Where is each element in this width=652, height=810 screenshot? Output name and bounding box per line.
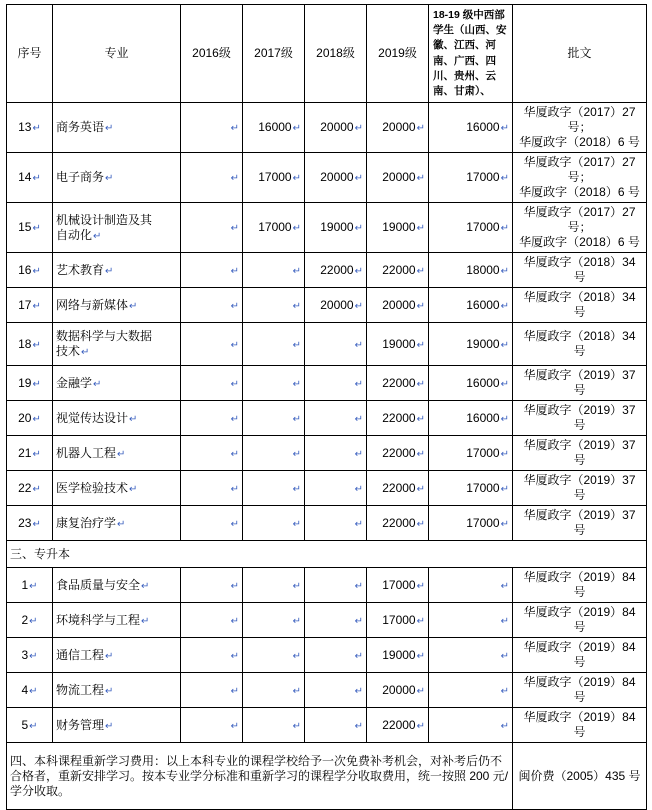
paragraph-mark: ↵ (32, 300, 41, 312)
row-fee-y2017 (243, 401, 305, 436)
paragraph-mark: ↵ (117, 518, 126, 530)
paragraph-mark: ↵ (354, 413, 363, 425)
row-fee-y2019: 22000↵ (367, 506, 429, 541)
upgrade-row-fee-y2016 (181, 673, 243, 708)
paragraph-mark: ↵ (32, 223, 41, 235)
upgrade-row-major: 物流工程↵ (53, 673, 181, 708)
row-fee-y2017: 17000↵ (243, 153, 305, 203)
upgrade-row-document (513, 673, 647, 708)
row-document-line: 华厦政字（2019）37 号 (523, 368, 636, 398)
paragraph-mark: ↵ (129, 300, 138, 312)
header-document: 批文 (513, 5, 647, 103)
paragraph-mark: ↵ (230, 615, 239, 627)
paragraph-mark: ↵ (354, 615, 363, 627)
row-fee-y1819: 17000↵ (429, 203, 513, 253)
upgrade-row-fee-y2016 (181, 568, 243, 603)
row-major-line: 机械设计制造及其 (56, 212, 153, 227)
paragraph-mark: ↵ (292, 413, 301, 425)
paragraph-mark: ↵ (500, 615, 509, 627)
footer-row (7, 743, 647, 810)
paragraph-mark: ↵ (230, 720, 239, 732)
row-fee-y2016 (181, 253, 243, 288)
upgrade-row-fee-y2019: 17000↵ (367, 568, 429, 603)
row-major: 医学检验技术↵ (53, 471, 181, 506)
paragraph-mark: ↵ (32, 413, 41, 425)
row-major: 机器人工程↵ (53, 436, 181, 471)
paragraph-mark: ↵ (292, 123, 301, 135)
row-fee-y1819: 16000↵ (429, 366, 513, 401)
paragraph-mark: ↵ (416, 300, 425, 312)
upgrade-row-fee-y2018 (305, 708, 367, 743)
upgrade-row-seq: 3↵ (7, 638, 53, 673)
paragraph-mark: ↵ (292, 265, 301, 277)
upgrade-row-major: 食品质量与安全↵ (53, 568, 181, 603)
paragraph-mark: ↵ (117, 448, 126, 460)
upgrade-row-document (513, 603, 647, 638)
paragraph-mark: ↵ (354, 123, 363, 135)
upgrade-row-document-line: 华厦政字（2019）84 号 (523, 710, 636, 740)
row-major (53, 323, 181, 366)
table-row (7, 673, 647, 708)
paragraph-mark: ↵ (500, 123, 509, 135)
paragraph-mark: ↵ (354, 378, 363, 390)
row-fee-y2019: 20000↵ (367, 153, 429, 203)
header-year-2018: 2018级 (305, 5, 367, 103)
paragraph-mark: ↵ (105, 265, 114, 277)
upgrade-row-major: 环境科学与工程↵ (53, 603, 181, 638)
row-fee-y1819: 17000↵ (429, 153, 513, 203)
upgrade-row-fee-y2018 (305, 673, 367, 708)
paragraph-mark: ↵ (292, 173, 301, 185)
row-fee-y2017 (243, 506, 305, 541)
paragraph-mark: ↵ (81, 347, 90, 359)
row-fee-y2018 (305, 471, 367, 506)
upgrade-row-seq: 5↵ (7, 708, 53, 743)
paragraph-mark: ↵ (500, 518, 509, 530)
row-document (513, 471, 647, 506)
paragraph-mark: ↵ (32, 265, 41, 277)
paragraph-mark: ↵ (129, 413, 138, 425)
row-fee-y2016 (181, 323, 243, 366)
paragraph-mark: ↵ (29, 685, 38, 697)
table-row (7, 603, 647, 638)
paragraph-mark: ↵ (354, 173, 363, 185)
paragraph-mark: ↵ (292, 720, 301, 732)
row-fee-y2018: 20000↵ (305, 288, 367, 323)
upgrade-row-fee-y2016 (181, 603, 243, 638)
row-document (513, 203, 647, 253)
upgrade-row-fee-y2018 (305, 638, 367, 673)
paragraph-mark: ↵ (416, 448, 425, 460)
section-title: 三、专升本 (7, 541, 647, 568)
row-fee-y2017 (243, 471, 305, 506)
upgrade-row-seq: 4↵ (7, 673, 53, 708)
upgrade-row-document (513, 708, 647, 743)
paragraph-mark: ↵ (354, 650, 363, 662)
table-row (7, 471, 647, 506)
paragraph-mark: ↵ (105, 720, 114, 732)
paragraph-mark: ↵ (230, 378, 239, 390)
header-year-2019: 2019级 (367, 5, 429, 103)
upgrade-row-fee-y2018 (305, 568, 367, 603)
row-fee-y2017 (243, 323, 305, 366)
row-fee-y2017 (243, 253, 305, 288)
row-document-line: 华厦政字（2019）37 号 (523, 508, 636, 538)
row-document (513, 401, 647, 436)
row-document (513, 103, 647, 153)
paragraph-mark: ↵ (230, 413, 239, 425)
table-row (7, 506, 647, 541)
paragraph-mark: ↵ (500, 580, 509, 592)
row-fee-y2019: 22000↵ (367, 366, 429, 401)
upgrade-row-document-line: 华厦政字（2019）84 号 (523, 640, 636, 670)
row-fee-y2019: 19000↵ (367, 203, 429, 253)
paragraph-mark: ↵ (416, 173, 425, 185)
row-fee-y1819: 18000↵ (429, 253, 513, 288)
paragraph-mark: ↵ (292, 650, 301, 662)
row-document-line: 华厦政字（2017）27 号； (523, 205, 636, 235)
row-document-line: 华厦政字（2018）6 号 (519, 235, 640, 250)
row-major: 艺术教育↵ (53, 253, 181, 288)
row-document-line: 华厦政字（2018）6 号 (519, 185, 640, 200)
row-fee-y2018: 22000↵ (305, 253, 367, 288)
row-fee-y2019: 22000↵ (367, 401, 429, 436)
row-document-line: 华厦政字（2018）34 号 (523, 255, 636, 285)
row-document-line: 华厦政字（2019）37 号 (523, 473, 636, 503)
table-body (7, 103, 647, 810)
upgrade-row-fee-y2018 (305, 603, 367, 638)
row-document (513, 366, 647, 401)
paragraph-mark: ↵ (416, 483, 425, 495)
upgrade-row-document (513, 638, 647, 673)
upgrade-row-fee-y2019: 22000↵ (367, 708, 429, 743)
paragraph-mark: ↵ (230, 300, 239, 312)
row-document-line: 华厦政字（2018）34 号 (523, 290, 636, 320)
row-seq: 14↵ (7, 153, 53, 203)
upgrade-row-fee-y1819 (429, 638, 513, 673)
row-document-line: 华厦政字（2019）37 号 (523, 403, 636, 433)
paragraph-mark: ↵ (292, 339, 301, 351)
paragraph-mark: ↵ (416, 720, 425, 732)
paragraph-mark: ↵ (354, 483, 363, 495)
paragraph-mark: ↵ (500, 223, 509, 235)
row-fee-y1819: 17000↵ (429, 471, 513, 506)
row-seq: 17↵ (7, 288, 53, 323)
paragraph-mark: ↵ (230, 223, 239, 235)
paragraph-mark: ↵ (105, 173, 114, 185)
row-fee-y2016 (181, 103, 243, 153)
paragraph-mark: ↵ (354, 685, 363, 697)
paragraph-mark: ↵ (416, 123, 425, 135)
row-major: 金融学↵ (53, 366, 181, 401)
table-row (7, 436, 647, 471)
header-central-west-students: 18-19 级中西部学生（山西、安徽、江西、河南、广西、四川、贵州、云南、甘肃）、 (429, 5, 513, 103)
upgrade-row-major: 财务管理↵ (53, 708, 181, 743)
row-document-line: 华厦政字（2018）6 号 (519, 135, 640, 150)
upgrade-row-fee-y2016 (181, 708, 243, 743)
paragraph-mark: ↵ (416, 580, 425, 592)
row-fee-y2018 (305, 506, 367, 541)
paragraph-mark: ↵ (500, 685, 509, 697)
row-fee-y2018: 19000↵ (305, 203, 367, 253)
section-row (7, 541, 647, 568)
row-document (513, 253, 647, 288)
table-row (7, 153, 647, 203)
paragraph-mark: ↵ (292, 518, 301, 530)
upgrade-row-fee-y2019: 20000↵ (367, 673, 429, 708)
row-fee-y1819: 16000↵ (429, 103, 513, 153)
row-document (513, 436, 647, 471)
paragraph-mark: ↵ (354, 339, 363, 351)
table-row (7, 103, 647, 153)
row-major-line: 技术↵ (56, 344, 90, 359)
paragraph-mark: ↵ (230, 123, 239, 135)
paragraph-mark: ↵ (500, 300, 509, 312)
table-row (7, 708, 647, 743)
paragraph-mark: ↵ (129, 483, 138, 495)
row-seq: 13↵ (7, 103, 53, 153)
row-fee-y2016 (181, 506, 243, 541)
upgrade-row-fee-y2017 (243, 638, 305, 673)
paragraph-mark: ↵ (141, 580, 150, 592)
row-document (513, 288, 647, 323)
upgrade-row-fee-y2019: 17000↵ (367, 603, 429, 638)
paragraph-mark: ↵ (292, 223, 301, 235)
row-seq: 23↵ (7, 506, 53, 541)
row-fee-y2016 (181, 471, 243, 506)
row-fee-y2017: 16000↵ (243, 103, 305, 153)
paragraph-mark: ↵ (32, 448, 41, 460)
paragraph-mark: ↵ (230, 339, 239, 351)
row-document (513, 506, 647, 541)
paragraph-mark: ↵ (416, 650, 425, 662)
row-fee-y2018: 20000↵ (305, 153, 367, 203)
table-header (7, 5, 647, 103)
upgrade-row-seq: 1↵ (7, 568, 53, 603)
row-fee-y2016 (181, 153, 243, 203)
paragraph-mark: ↵ (230, 173, 239, 185)
paragraph-mark: ↵ (292, 300, 301, 312)
upgrade-row-fee-y2017 (243, 603, 305, 638)
row-fee-y2018 (305, 366, 367, 401)
paragraph-mark: ↵ (500, 720, 509, 732)
paragraph-mark: ↵ (500, 265, 509, 277)
paragraph-mark: ↵ (230, 483, 239, 495)
row-document (513, 323, 647, 366)
paragraph-mark: ↵ (29, 580, 38, 592)
paragraph-mark: ↵ (29, 720, 38, 732)
row-major: 视觉传达设计↵ (53, 401, 181, 436)
upgrade-row-fee-y1819 (429, 708, 513, 743)
row-seq: 22↵ (7, 471, 53, 506)
row-fee-y2019: 20000↵ (367, 103, 429, 153)
paragraph-mark: ↵ (93, 230, 102, 242)
paragraph-mark: ↵ (416, 265, 425, 277)
header-seq: 序号 (7, 5, 53, 103)
table-row (7, 253, 647, 288)
paragraph-mark: ↵ (230, 448, 239, 460)
upgrade-row-document-line: 华厦政字（2019）84 号 (523, 570, 636, 600)
row-seq: 18↵ (7, 323, 53, 366)
row-major: 电子商务↵ (53, 153, 181, 203)
row-fee-y2016 (181, 401, 243, 436)
row-fee-y2017 (243, 366, 305, 401)
paragraph-mark: ↵ (500, 173, 509, 185)
header-major: 专业 (53, 5, 181, 103)
paragraph-mark: ↵ (230, 650, 239, 662)
paragraph-mark: ↵ (105, 685, 114, 697)
table-row (7, 203, 647, 253)
row-fee-y2016 (181, 436, 243, 471)
paragraph-mark: ↵ (416, 223, 425, 235)
paragraph-mark: ↵ (354, 580, 363, 592)
header-row (7, 5, 647, 103)
row-document-line: 华厦政字（2018）34 号 (523, 329, 636, 359)
paragraph-mark: ↵ (354, 265, 363, 277)
paragraph-mark: ↵ (354, 518, 363, 530)
row-document-line: 华厦政字（2019）37 号 (523, 438, 636, 468)
upgrade-row-document-line: 华厦政字（2019）84 号 (523, 675, 636, 705)
row-fee-y1819: 19000↵ (429, 323, 513, 366)
paragraph-mark: ↵ (93, 378, 102, 390)
table-row (7, 323, 647, 366)
paragraph-mark: ↵ (230, 265, 239, 277)
header-year-2017: 2017级 (243, 5, 305, 103)
paragraph-mark: ↵ (416, 413, 425, 425)
tuition-fee-table (6, 4, 647, 810)
row-major-line: 数据科学与大数据 (56, 329, 153, 344)
paragraph-mark: ↵ (32, 339, 41, 351)
paragraph-mark: ↵ (354, 300, 363, 312)
relearn-fee-note: 四、本科课程重新学习费用：以上本科专业的课程学校给予一次免费补考机会，对补考后仍不合格者，重新安排学习。按本专业学分标准和重新学习的课程学分收取费用，统一按照 200 元/学分收取。 (7, 743, 513, 810)
table-row (7, 366, 647, 401)
paragraph-mark: ↵ (230, 685, 239, 697)
paragraph-mark: ↵ (292, 448, 301, 460)
paragraph-mark: ↵ (292, 483, 301, 495)
paragraph-mark: ↵ (416, 378, 425, 390)
row-seq: 15↵ (7, 203, 53, 253)
row-fee-y2018 (305, 436, 367, 471)
upgrade-row-fee-y2017 (243, 568, 305, 603)
upgrade-row-fee-y1819 (429, 603, 513, 638)
paragraph-mark: ↵ (292, 580, 301, 592)
row-fee-y2019: 22000↵ (367, 436, 429, 471)
row-document-line: 华厦政字（2017）27 号； (523, 105, 636, 135)
row-major: 康复治疗学↵ (53, 506, 181, 541)
upgrade-row-major: 通信工程↵ (53, 638, 181, 673)
paragraph-mark: ↵ (416, 615, 425, 627)
row-fee-y2017: 17000↵ (243, 203, 305, 253)
paragraph-mark: ↵ (500, 413, 509, 425)
upgrade-row-fee-y2017 (243, 673, 305, 708)
paragraph-mark: ↵ (500, 483, 509, 495)
row-fee-y1819: 17000↵ (429, 506, 513, 541)
paragraph-mark: ↵ (354, 448, 363, 460)
paragraph-mark: ↵ (292, 378, 301, 390)
row-fee-y2018 (305, 401, 367, 436)
row-seq: 20↵ (7, 401, 53, 436)
row-fee-y1819: 16000↵ (429, 401, 513, 436)
paragraph-mark: ↵ (500, 378, 509, 390)
row-fee-y2016 (181, 366, 243, 401)
relearn-fee-document: 闽价费（2005）435 号 (513, 743, 647, 810)
row-fee-y2019: 22000↵ (367, 471, 429, 506)
row-document (513, 153, 647, 203)
table-row (7, 288, 647, 323)
row-seq: 16↵ (7, 253, 53, 288)
row-seq: 19↵ (7, 366, 53, 401)
paragraph-mark: ↵ (29, 650, 38, 662)
row-major: 商务英语↵ (53, 103, 181, 153)
paragraph-mark: ↵ (230, 580, 239, 592)
row-fee-y2017 (243, 436, 305, 471)
paragraph-mark: ↵ (105, 650, 114, 662)
paragraph-mark: ↵ (29, 615, 38, 627)
table-row (7, 401, 647, 436)
row-fee-y2019: 19000↵ (367, 323, 429, 366)
paragraph-mark: ↵ (354, 720, 363, 732)
upgrade-row-document-line: 华厦政字（2019）84 号 (523, 605, 636, 635)
row-major: 网络与新媒体↵ (53, 288, 181, 323)
paragraph-mark: ↵ (105, 123, 114, 135)
upgrade-row-fee-y1819 (429, 673, 513, 708)
row-fee-y1819: 17000↵ (429, 436, 513, 471)
paragraph-mark: ↵ (500, 339, 509, 351)
paragraph-mark: ↵ (32, 518, 41, 530)
row-document-line: 华厦政字（2017）27 号； (523, 155, 636, 185)
paragraph-mark: ↵ (292, 685, 301, 697)
upgrade-row-document (513, 568, 647, 603)
paragraph-mark: ↵ (354, 223, 363, 235)
row-major-line: 自动化↵ (56, 227, 102, 242)
upgrade-row-fee-y2019: 19000↵ (367, 638, 429, 673)
paragraph-mark: ↵ (416, 685, 425, 697)
paragraph-mark: ↵ (416, 339, 425, 351)
row-fee-y1819: 16000↵ (429, 288, 513, 323)
paragraph-mark: ↵ (32, 483, 41, 495)
upgrade-row-seq: 2↵ (7, 603, 53, 638)
paragraph-mark: ↵ (416, 518, 425, 530)
paragraph-mark: ↵ (500, 448, 509, 460)
row-fee-y2019: 22000↵ (367, 253, 429, 288)
upgrade-row-fee-y1819 (429, 568, 513, 603)
paragraph-mark: ↵ (32, 378, 41, 390)
paragraph-mark: ↵ (32, 173, 41, 185)
row-seq: 21↵ (7, 436, 53, 471)
row-fee-y2016 (181, 288, 243, 323)
paragraph-mark: ↵ (230, 518, 239, 530)
paragraph-mark: ↵ (292, 615, 301, 627)
header-year-2016: 2016级 (181, 5, 243, 103)
table-row (7, 638, 647, 673)
row-fee-y2017 (243, 288, 305, 323)
row-fee-y2019: 20000↵ (367, 288, 429, 323)
table-row (7, 568, 647, 603)
row-fee-y2018 (305, 323, 367, 366)
paragraph-mark: ↵ (500, 650, 509, 662)
upgrade-row-fee-y2017 (243, 708, 305, 743)
row-major (53, 203, 181, 253)
paragraph-mark: ↵ (32, 123, 41, 135)
row-fee-y2018: 20000↵ (305, 103, 367, 153)
upgrade-row-fee-y2016 (181, 638, 243, 673)
row-fee-y2016 (181, 203, 243, 253)
paragraph-mark: ↵ (141, 615, 150, 627)
